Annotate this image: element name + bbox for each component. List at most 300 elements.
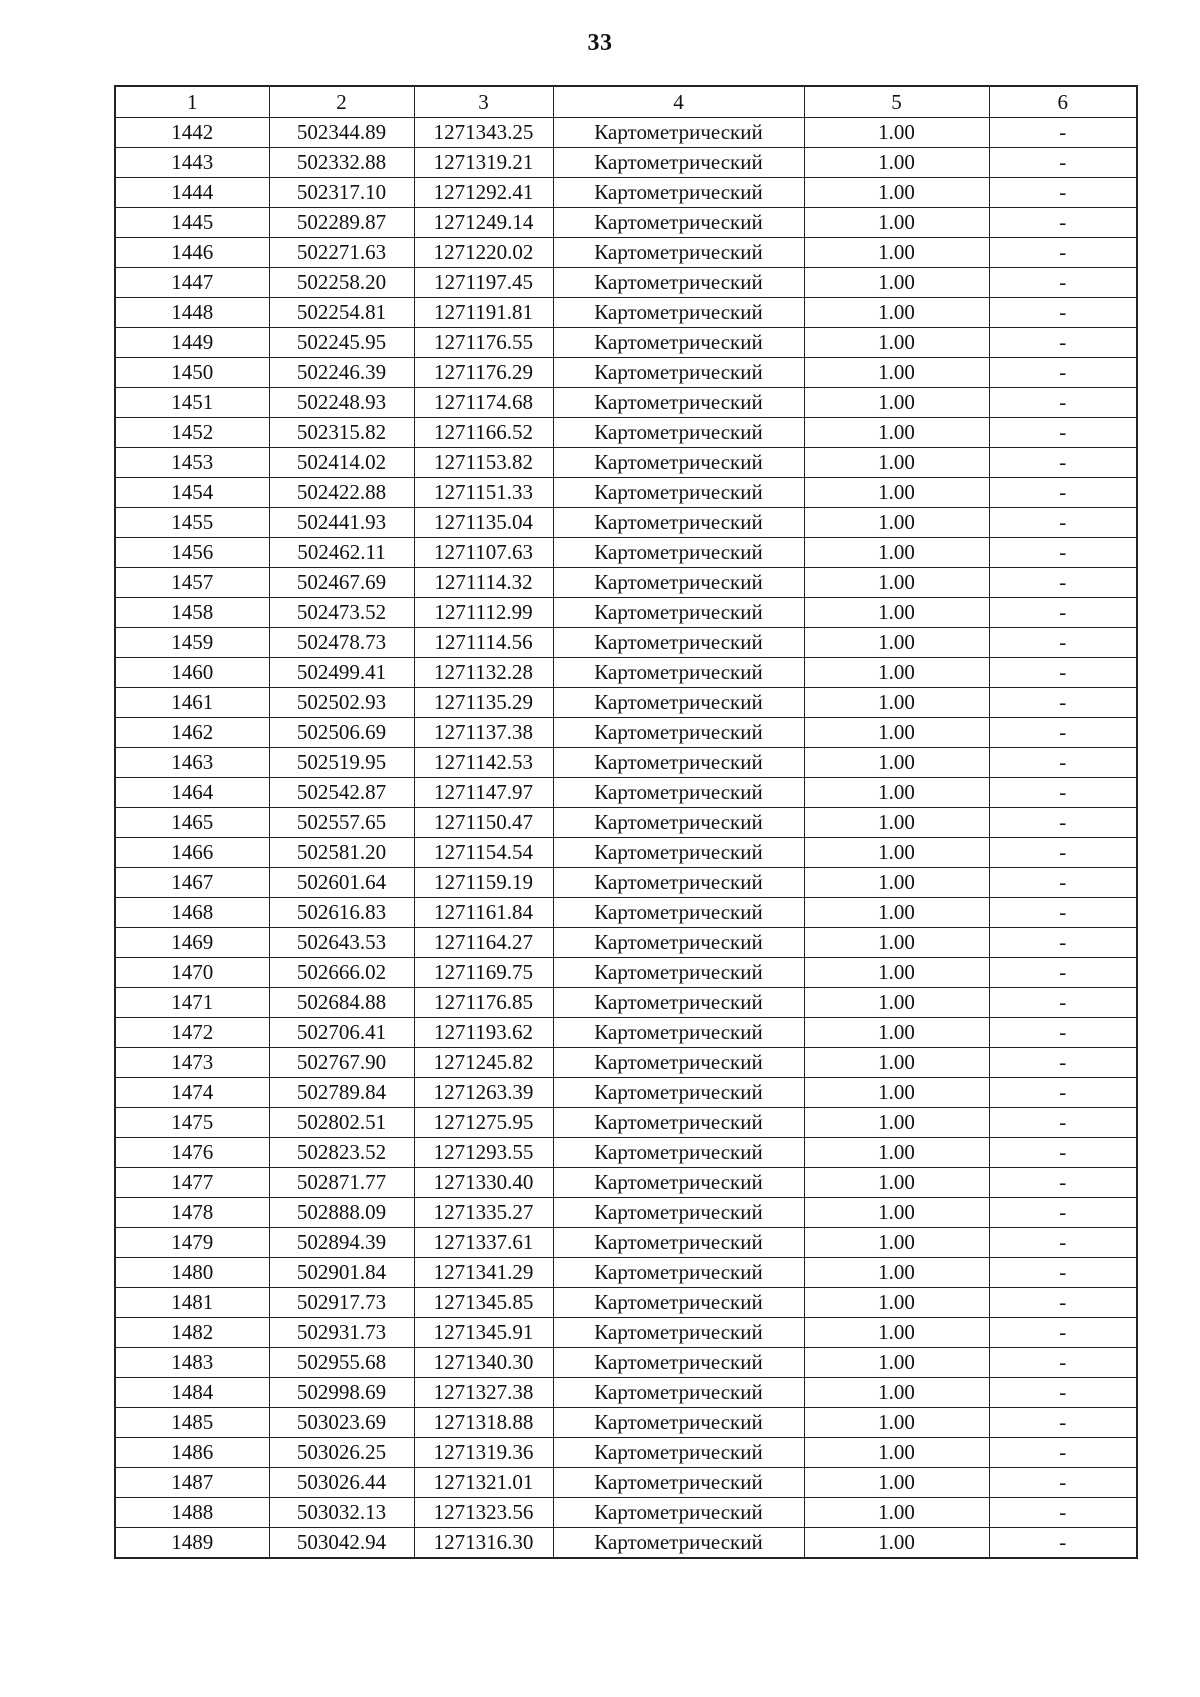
x-coordinate-cell: 502557.65 xyxy=(269,808,414,838)
point-number-cell: 1489 xyxy=(115,1528,269,1559)
point-number-cell: 1470 xyxy=(115,958,269,988)
description-cell: - xyxy=(989,1048,1137,1078)
description-cell: - xyxy=(989,928,1137,958)
accuracy-cell: 1.00 xyxy=(804,1228,989,1258)
description-cell: - xyxy=(989,298,1137,328)
method-cell: Картометрический xyxy=(553,1018,804,1048)
table-row xyxy=(115,898,1137,928)
x-coordinate-cell: 502315.82 xyxy=(269,418,414,448)
method-cell: Картометрический xyxy=(553,628,804,658)
table-row xyxy=(115,1498,1137,1528)
point-number-cell: 1485 xyxy=(115,1408,269,1438)
accuracy-cell: 1.00 xyxy=(804,148,989,178)
y-coordinate-cell: 1271166.52 xyxy=(414,418,553,448)
y-coordinate-cell: 1271150.47 xyxy=(414,808,553,838)
point-number-cell: 1444 xyxy=(115,178,269,208)
method-cell: Картометрический xyxy=(553,1348,804,1378)
column-header-4: 4 xyxy=(553,86,804,118)
column-header-3: 3 xyxy=(414,86,553,118)
description-cell: - xyxy=(989,1378,1137,1408)
accuracy-cell: 1.00 xyxy=(804,928,989,958)
method-cell: Картометрический xyxy=(553,838,804,868)
y-coordinate-cell: 1271107.63 xyxy=(414,538,553,568)
point-number-cell: 1455 xyxy=(115,508,269,538)
description-cell: - xyxy=(989,748,1137,778)
point-number-cell: 1482 xyxy=(115,1318,269,1348)
table-row xyxy=(115,328,1137,358)
point-number-cell: 1459 xyxy=(115,628,269,658)
point-number-cell: 1449 xyxy=(115,328,269,358)
accuracy-cell: 1.00 xyxy=(804,268,989,298)
y-coordinate-cell: 1271132.28 xyxy=(414,658,553,688)
table-row xyxy=(115,1468,1137,1498)
description-cell: - xyxy=(989,178,1137,208)
table-row xyxy=(115,1408,1137,1438)
accuracy-cell: 1.00 xyxy=(804,358,989,388)
x-coordinate-cell: 502955.68 xyxy=(269,1348,414,1378)
method-cell: Картометрический xyxy=(553,1468,804,1498)
coordinates-table xyxy=(114,85,1138,1559)
point-number-cell: 1447 xyxy=(115,268,269,298)
x-coordinate-cell: 502248.93 xyxy=(269,388,414,418)
table-row xyxy=(115,118,1137,148)
point-number-cell: 1479 xyxy=(115,1228,269,1258)
table-row xyxy=(115,478,1137,508)
method-cell: Картометрический xyxy=(553,448,804,478)
y-coordinate-cell: 1271292.41 xyxy=(414,178,553,208)
table-row xyxy=(115,808,1137,838)
accuracy-cell: 1.00 xyxy=(804,718,989,748)
accuracy-cell: 1.00 xyxy=(804,118,989,148)
x-coordinate-cell: 502499.41 xyxy=(269,658,414,688)
description-cell: - xyxy=(989,358,1137,388)
point-number-cell: 1476 xyxy=(115,1138,269,1168)
method-cell: Картометрический xyxy=(553,1108,804,1138)
description-cell: - xyxy=(989,808,1137,838)
y-coordinate-cell: 1271191.81 xyxy=(414,298,553,328)
table-row xyxy=(115,508,1137,538)
x-coordinate-cell: 502789.84 xyxy=(269,1078,414,1108)
description-cell: - xyxy=(989,1498,1137,1528)
accuracy-cell: 1.00 xyxy=(804,598,989,628)
point-number-cell: 1448 xyxy=(115,298,269,328)
accuracy-cell: 1.00 xyxy=(804,658,989,688)
table-row xyxy=(115,628,1137,658)
column-header-1: 1 xyxy=(115,86,269,118)
method-cell: Картометрический xyxy=(553,748,804,778)
accuracy-cell: 1.00 xyxy=(804,508,989,538)
description-cell: - xyxy=(989,448,1137,478)
table-row xyxy=(115,418,1137,448)
point-number-cell: 1443 xyxy=(115,148,269,178)
method-cell: Картометрический xyxy=(553,988,804,1018)
y-coordinate-cell: 1271135.29 xyxy=(414,688,553,718)
x-coordinate-cell: 502888.09 xyxy=(269,1198,414,1228)
table-row xyxy=(115,238,1137,268)
description-cell: - xyxy=(989,688,1137,718)
y-coordinate-cell: 1271151.33 xyxy=(414,478,553,508)
x-coordinate-cell: 502767.90 xyxy=(269,1048,414,1078)
x-coordinate-cell: 502666.02 xyxy=(269,958,414,988)
method-cell: Картометрический xyxy=(553,958,804,988)
accuracy-cell: 1.00 xyxy=(804,388,989,418)
table-row xyxy=(115,1528,1137,1559)
x-coordinate-cell: 502684.88 xyxy=(269,988,414,1018)
x-coordinate-cell: 502462.11 xyxy=(269,538,414,568)
accuracy-cell: 1.00 xyxy=(804,328,989,358)
method-cell: Картометрический xyxy=(553,1288,804,1318)
x-coordinate-cell: 502542.87 xyxy=(269,778,414,808)
y-coordinate-cell: 1271319.36 xyxy=(414,1438,553,1468)
point-number-cell: 1457 xyxy=(115,568,269,598)
point-number-cell: 1477 xyxy=(115,1168,269,1198)
description-cell: - xyxy=(989,1258,1137,1288)
y-coordinate-cell: 1271275.95 xyxy=(414,1108,553,1138)
point-number-cell: 1463 xyxy=(115,748,269,778)
method-cell: Картометрический xyxy=(553,358,804,388)
point-number-cell: 1465 xyxy=(115,808,269,838)
accuracy-cell: 1.00 xyxy=(804,418,989,448)
y-coordinate-cell: 1271330.40 xyxy=(414,1168,553,1198)
x-coordinate-cell: 502601.64 xyxy=(269,868,414,898)
description-cell: - xyxy=(989,988,1137,1018)
point-number-cell: 1460 xyxy=(115,658,269,688)
method-cell: Картометрический xyxy=(553,1078,804,1108)
y-coordinate-cell: 1271323.56 xyxy=(414,1498,553,1528)
method-cell: Картометрический xyxy=(553,418,804,448)
y-coordinate-cell: 1271147.97 xyxy=(414,778,553,808)
description-cell: - xyxy=(989,838,1137,868)
description-cell: - xyxy=(989,1348,1137,1378)
method-cell: Картометрический xyxy=(553,208,804,238)
x-coordinate-cell: 502917.73 xyxy=(269,1288,414,1318)
description-cell: - xyxy=(989,1198,1137,1228)
point-number-cell: 1480 xyxy=(115,1258,269,1288)
accuracy-cell: 1.00 xyxy=(804,868,989,898)
accuracy-cell: 1.00 xyxy=(804,898,989,928)
y-coordinate-cell: 1271176.85 xyxy=(414,988,553,1018)
y-coordinate-cell: 1271337.61 xyxy=(414,1228,553,1258)
accuracy-cell: 1.00 xyxy=(804,1198,989,1228)
table-row xyxy=(115,928,1137,958)
accuracy-cell: 1.00 xyxy=(804,1498,989,1528)
description-cell: - xyxy=(989,598,1137,628)
accuracy-cell: 1.00 xyxy=(804,1138,989,1168)
x-coordinate-cell: 502802.51 xyxy=(269,1108,414,1138)
table-row xyxy=(115,1198,1137,1228)
table-row xyxy=(115,1318,1137,1348)
x-coordinate-cell: 502894.39 xyxy=(269,1228,414,1258)
x-coordinate-cell: 502245.95 xyxy=(269,328,414,358)
table-row xyxy=(115,1438,1137,1468)
method-cell: Картометрический xyxy=(553,148,804,178)
description-cell: - xyxy=(989,418,1137,448)
y-coordinate-cell: 1271340.30 xyxy=(414,1348,553,1378)
accuracy-cell: 1.00 xyxy=(804,1048,989,1078)
table-row xyxy=(115,868,1137,898)
y-coordinate-cell: 1271293.55 xyxy=(414,1138,553,1168)
table-row xyxy=(115,358,1137,388)
description-cell: - xyxy=(989,148,1137,178)
method-cell: Картометрический xyxy=(553,268,804,298)
description-cell: - xyxy=(989,478,1137,508)
description-cell: - xyxy=(989,1108,1137,1138)
method-cell: Картометрический xyxy=(553,898,804,928)
accuracy-cell: 1.00 xyxy=(804,1378,989,1408)
y-coordinate-cell: 1271169.75 xyxy=(414,958,553,988)
method-cell: Картометрический xyxy=(553,1048,804,1078)
x-coordinate-cell: 502467.69 xyxy=(269,568,414,598)
description-cell: - xyxy=(989,1018,1137,1048)
table-row xyxy=(115,568,1137,598)
accuracy-cell: 1.00 xyxy=(804,1528,989,1559)
description-cell: - xyxy=(989,628,1137,658)
y-coordinate-cell: 1271137.38 xyxy=(414,718,553,748)
x-coordinate-cell: 502643.53 xyxy=(269,928,414,958)
method-cell: Картометрический xyxy=(553,1528,804,1559)
table-row xyxy=(115,778,1137,808)
description-cell: - xyxy=(989,1318,1137,1348)
description-cell: - xyxy=(989,238,1137,268)
table-row xyxy=(115,1138,1137,1168)
y-coordinate-cell: 1271327.38 xyxy=(414,1378,553,1408)
accuracy-cell: 1.00 xyxy=(804,1468,989,1498)
x-coordinate-cell: 502289.87 xyxy=(269,208,414,238)
point-number-cell: 1458 xyxy=(115,598,269,628)
table-row xyxy=(115,538,1137,568)
accuracy-cell: 1.00 xyxy=(804,958,989,988)
table-row xyxy=(115,598,1137,628)
x-coordinate-cell: 503032.13 xyxy=(269,1498,414,1528)
description-cell: - xyxy=(989,268,1137,298)
table-row xyxy=(115,1168,1137,1198)
description-cell: - xyxy=(989,508,1137,538)
method-cell: Картометрический xyxy=(553,388,804,418)
accuracy-cell: 1.00 xyxy=(804,208,989,238)
table-row xyxy=(115,1228,1137,1258)
table-row xyxy=(115,1018,1137,1048)
method-cell: Картометрический xyxy=(553,1438,804,1468)
description-cell: - xyxy=(989,328,1137,358)
column-header-2: 2 xyxy=(269,86,414,118)
point-number-cell: 1453 xyxy=(115,448,269,478)
description-cell: - xyxy=(989,898,1137,928)
accuracy-cell: 1.00 xyxy=(804,1168,989,1198)
table-row xyxy=(115,838,1137,868)
method-cell: Картометрический xyxy=(553,238,804,268)
x-coordinate-cell: 502931.73 xyxy=(269,1318,414,1348)
y-coordinate-cell: 1271174.68 xyxy=(414,388,553,418)
table-row xyxy=(115,1048,1137,1078)
method-cell: Картометрический xyxy=(553,328,804,358)
accuracy-cell: 1.00 xyxy=(804,478,989,508)
x-coordinate-cell: 502706.41 xyxy=(269,1018,414,1048)
point-number-cell: 1466 xyxy=(115,838,269,868)
accuracy-cell: 1.00 xyxy=(804,448,989,478)
table-row xyxy=(115,178,1137,208)
y-coordinate-cell: 1271316.30 xyxy=(414,1528,553,1559)
x-coordinate-cell: 502246.39 xyxy=(269,358,414,388)
y-coordinate-cell: 1271197.45 xyxy=(414,268,553,298)
accuracy-cell: 1.00 xyxy=(804,748,989,778)
x-coordinate-cell: 502823.52 xyxy=(269,1138,414,1168)
table-row xyxy=(115,688,1137,718)
accuracy-cell: 1.00 xyxy=(804,628,989,658)
x-coordinate-cell: 502616.83 xyxy=(269,898,414,928)
description-cell: - xyxy=(989,1078,1137,1108)
y-coordinate-cell: 1271249.14 xyxy=(414,208,553,238)
table-row xyxy=(115,1288,1137,1318)
x-coordinate-cell: 502581.20 xyxy=(269,838,414,868)
accuracy-cell: 1.00 xyxy=(804,1408,989,1438)
y-coordinate-cell: 1271154.54 xyxy=(414,838,553,868)
method-cell: Картометрический xyxy=(553,1168,804,1198)
description-cell: - xyxy=(989,1438,1137,1468)
table-row xyxy=(115,958,1137,988)
description-cell: - xyxy=(989,1288,1137,1318)
table-row xyxy=(115,298,1137,328)
accuracy-cell: 1.00 xyxy=(804,778,989,808)
method-cell: Картометрический xyxy=(553,1228,804,1258)
description-cell: - xyxy=(989,388,1137,418)
method-cell: Картометрический xyxy=(553,1198,804,1228)
description-cell: - xyxy=(989,718,1137,748)
header-row xyxy=(115,86,1137,118)
table-row xyxy=(115,1258,1137,1288)
x-coordinate-cell: 503026.44 xyxy=(269,1468,414,1498)
description-cell: - xyxy=(989,958,1137,988)
point-number-cell: 1462 xyxy=(115,718,269,748)
table-header xyxy=(115,86,1137,118)
accuracy-cell: 1.00 xyxy=(804,1438,989,1468)
method-cell: Картометрический xyxy=(553,508,804,538)
accuracy-cell: 1.00 xyxy=(804,1258,989,1288)
y-coordinate-cell: 1271176.29 xyxy=(414,358,553,388)
x-coordinate-cell: 502871.77 xyxy=(269,1168,414,1198)
accuracy-cell: 1.00 xyxy=(804,1348,989,1378)
y-coordinate-cell: 1271142.53 xyxy=(414,748,553,778)
table-row xyxy=(115,148,1137,178)
accuracy-cell: 1.00 xyxy=(804,238,989,268)
y-coordinate-cell: 1271159.19 xyxy=(414,868,553,898)
accuracy-cell: 1.00 xyxy=(804,988,989,1018)
table-row xyxy=(115,268,1137,298)
method-cell: Картометрический xyxy=(553,718,804,748)
method-cell: Картометрический xyxy=(553,118,804,148)
point-number-cell: 1450 xyxy=(115,358,269,388)
method-cell: Картометрический xyxy=(553,928,804,958)
x-coordinate-cell: 502502.93 xyxy=(269,688,414,718)
description-cell: - xyxy=(989,538,1137,568)
x-coordinate-cell: 502344.89 xyxy=(269,118,414,148)
y-coordinate-cell: 1271341.29 xyxy=(414,1258,553,1288)
description-cell: - xyxy=(989,1168,1137,1198)
point-number-cell: 1472 xyxy=(115,1018,269,1048)
x-coordinate-cell: 502473.52 xyxy=(269,598,414,628)
point-number-cell: 1488 xyxy=(115,1498,269,1528)
description-cell: - xyxy=(989,1408,1137,1438)
method-cell: Картометрический xyxy=(553,1378,804,1408)
method-cell: Картометрический xyxy=(553,1258,804,1288)
y-coordinate-cell: 1271112.99 xyxy=(414,598,553,628)
y-coordinate-cell: 1271345.85 xyxy=(414,1288,553,1318)
method-cell: Картометрический xyxy=(553,778,804,808)
description-cell: - xyxy=(989,1468,1137,1498)
point-number-cell: 1486 xyxy=(115,1438,269,1468)
description-cell: - xyxy=(989,118,1137,148)
description-cell: - xyxy=(989,568,1137,598)
method-cell: Картометрический xyxy=(553,808,804,838)
x-coordinate-cell: 502422.88 xyxy=(269,478,414,508)
point-number-cell: 1464 xyxy=(115,778,269,808)
table-row xyxy=(115,448,1137,478)
accuracy-cell: 1.00 xyxy=(804,1318,989,1348)
y-coordinate-cell: 1271161.84 xyxy=(414,898,553,928)
description-cell: - xyxy=(989,1228,1137,1258)
table-body xyxy=(115,118,1137,1559)
point-number-cell: 1461 xyxy=(115,688,269,718)
method-cell: Картометрический xyxy=(553,298,804,328)
y-coordinate-cell: 1271114.56 xyxy=(414,628,553,658)
description-cell: - xyxy=(989,1138,1137,1168)
accuracy-cell: 1.00 xyxy=(804,568,989,598)
accuracy-cell: 1.00 xyxy=(804,538,989,568)
accuracy-cell: 1.00 xyxy=(804,1018,989,1048)
x-coordinate-cell: 503023.69 xyxy=(269,1408,414,1438)
y-coordinate-cell: 1271345.91 xyxy=(414,1318,553,1348)
table-row xyxy=(115,988,1137,1018)
description-cell: - xyxy=(989,778,1137,808)
x-coordinate-cell: 502414.02 xyxy=(269,448,414,478)
point-number-cell: 1475 xyxy=(115,1108,269,1138)
accuracy-cell: 1.00 xyxy=(804,1288,989,1318)
point-number-cell: 1471 xyxy=(115,988,269,1018)
x-coordinate-cell: 503026.25 xyxy=(269,1438,414,1468)
y-coordinate-cell: 1271263.39 xyxy=(414,1078,553,1108)
table-row xyxy=(115,718,1137,748)
description-cell: - xyxy=(989,658,1137,688)
x-coordinate-cell: 503042.94 xyxy=(269,1528,414,1559)
y-coordinate-cell: 1271220.02 xyxy=(414,238,553,268)
accuracy-cell: 1.00 xyxy=(804,1108,989,1138)
point-number-cell: 1487 xyxy=(115,1468,269,1498)
column-header-6: 6 xyxy=(989,86,1137,118)
y-coordinate-cell: 1271335.27 xyxy=(414,1198,553,1228)
method-cell: Картометрический xyxy=(553,1138,804,1168)
point-number-cell: 1452 xyxy=(115,418,269,448)
table-row xyxy=(115,1378,1137,1408)
method-cell: Картометрический xyxy=(553,568,804,598)
description-cell: - xyxy=(989,208,1137,238)
point-number-cell: 1442 xyxy=(115,118,269,148)
method-cell: Картометрический xyxy=(553,1408,804,1438)
table-row xyxy=(115,1078,1137,1108)
x-coordinate-cell: 502254.81 xyxy=(269,298,414,328)
table-row xyxy=(115,748,1137,778)
method-cell: Картометрический xyxy=(553,1318,804,1348)
table-row xyxy=(115,1348,1137,1378)
y-coordinate-cell: 1271114.32 xyxy=(414,568,553,598)
table-row xyxy=(115,658,1137,688)
method-cell: Картометрический xyxy=(553,688,804,718)
point-number-cell: 1478 xyxy=(115,1198,269,1228)
table-row xyxy=(115,1108,1137,1138)
accuracy-cell: 1.00 xyxy=(804,1078,989,1108)
point-number-cell: 1469 xyxy=(115,928,269,958)
description-cell: - xyxy=(989,1528,1137,1559)
x-coordinate-cell: 502901.84 xyxy=(269,1258,414,1288)
y-coordinate-cell: 1271164.27 xyxy=(414,928,553,958)
